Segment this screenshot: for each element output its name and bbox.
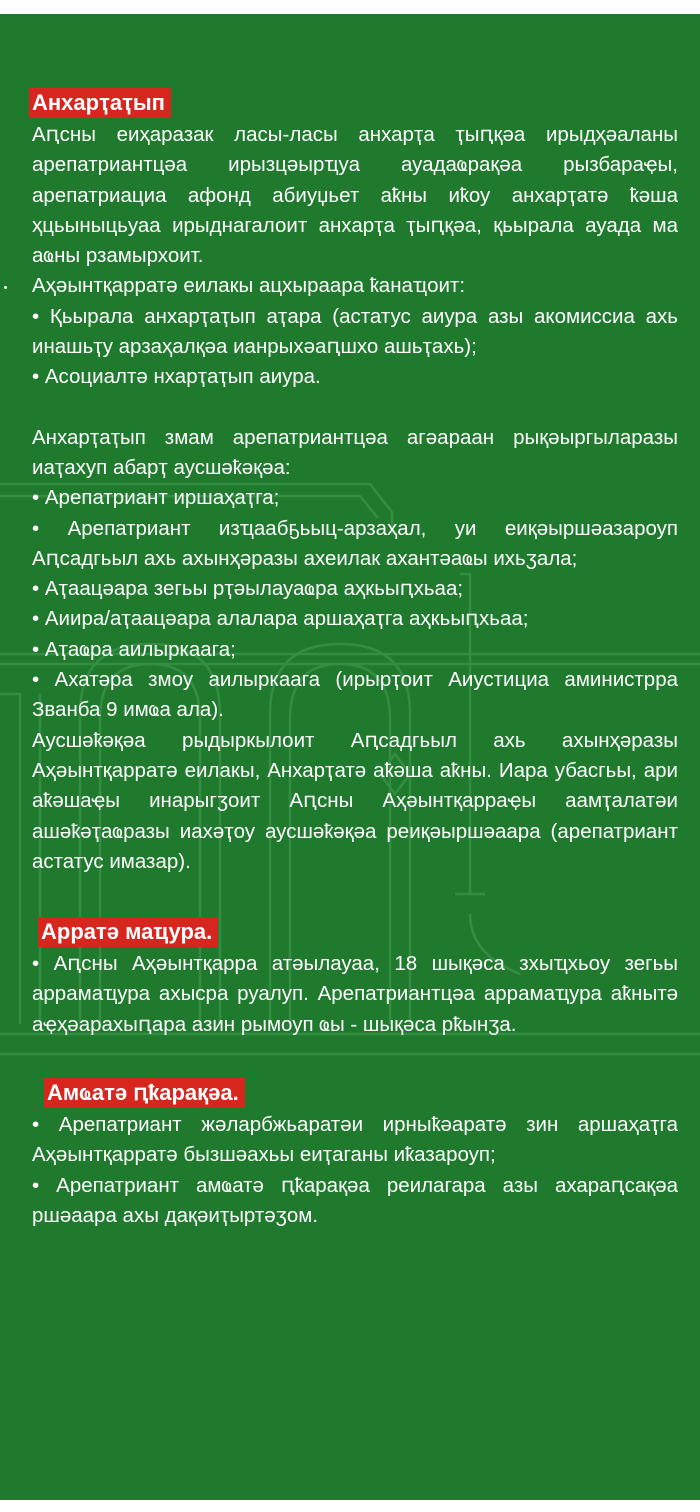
content	[32, 88, 678, 1231]
doc-item: • Аҭаҩра аилыркаага;	[32, 637, 236, 661]
method-item: • Асоциалтә нхарҭаҭып аиура.	[32, 365, 321, 389]
military-heading: Арратә маҵура.	[38, 917, 218, 947]
doc-item: • Арепатриант иршаҳаҭга;	[32, 486, 280, 510]
doc-item: • Аиира/аҭаацәара алалара аршаҳаҭга аҳкьыԥхьаа;	[32, 607, 529, 631]
housing-closing: Аусшәҟәқәа рыдыркылоит Аԥсадгьыл ахь ахынҳәразы Аҳәынтқарратә еилакы, Анхарҭатә аҟәша аҟны. Иара убасгьы, ари аҟәшаҿы инарыгӡоит Аԥсны Аҳәынтқарраҿы аамҭалатәи ашәҟәҭаҩразы иахәҭоу аусшәҟәқәа реиқәыршәаара (арепатриант астатус имазар).	[32, 728, 678, 873]
methods-intro: Аҳәынтқарратә еилакы ацхыраара ҟанаҵоит:	[32, 274, 466, 298]
road-rule-item: • Арепатриант жәларбжьаратәи ирныҟәаратә зин аршаҳаҭга Аҳәынтқарратә бызшәахьы еиҭаганы иҟазароуп;	[32, 1113, 678, 1167]
road-rule-item: • Арепатриант амҩатә ԥҟарақәа реилагара азы ахараԥсақәа ршәаара ахы дақәиҭыртәӡом.	[32, 1173, 678, 1227]
road-rules-heading: Амҩатә ԥҟарақәа.	[44, 1078, 245, 1108]
green-panel	[0, 14, 700, 1500]
method-item: • Қьырала анхарҭаҭып аҭара (астатус аиура азы акомиссиа ахь инашьҭу арзаҳалқәа ианрыхәаԥшхо ашьҭахь);	[32, 304, 678, 359]
doc-item: • Ахатәра змоу аилыркаага (ирырҭоит Аиустициа аминистрра Званба 9 имҩа ала).	[32, 668, 678, 722]
doc-item: • Арепатриант изҵаабҕьыц-арзаҳал, уи еиқәыршәазароуп Аԥсадгьыл ахь ахынҳәразы ахеилак ахантәаҩы ихьӡала;	[32, 516, 678, 570]
doc-item: • Аҭаацәара зегьы рҭәылауаҩра аҳкьыԥхьаа;	[32, 577, 464, 601]
margin-dot	[4, 286, 7, 289]
military-text: • Аԥсны Аҳәынтқарра атәылауаа, 18 шықәса зхыҵхьоу зегьы аррамаҵура ахысра руалуп. Арепатриантцәа аррамаҵура аҟнытә аҿҳәарахыԥара азин рымоуп ҩы - шықәса рҟынӡа.	[32, 952, 678, 1036]
docs-intro: Анхарҭаҭып змам арепатриантцәа агәараан рықәыргыларазы иаҭахуп абарҭ аусшәҟәқәа:	[32, 425, 678, 479]
housing-intro: Аԥсны еиҳаразак ласы-ласы анхарҭа ҭыԥқәа ирыдҳәаланы арепатриантцәа ирызцәырҵуа ауадаҩрақәа рызбараҿы, арепатриациа афонд абиуџьет аҟны иҟоу анхарҭатә ҟәша ҳцьыныцьуаа ирыднагалоит анхарҭа ҭыԥқәа, қьырала ауада ма аҩны рзамырхоит.	[32, 123, 678, 268]
housing-heading: Анхарҭаҭып	[29, 88, 171, 118]
